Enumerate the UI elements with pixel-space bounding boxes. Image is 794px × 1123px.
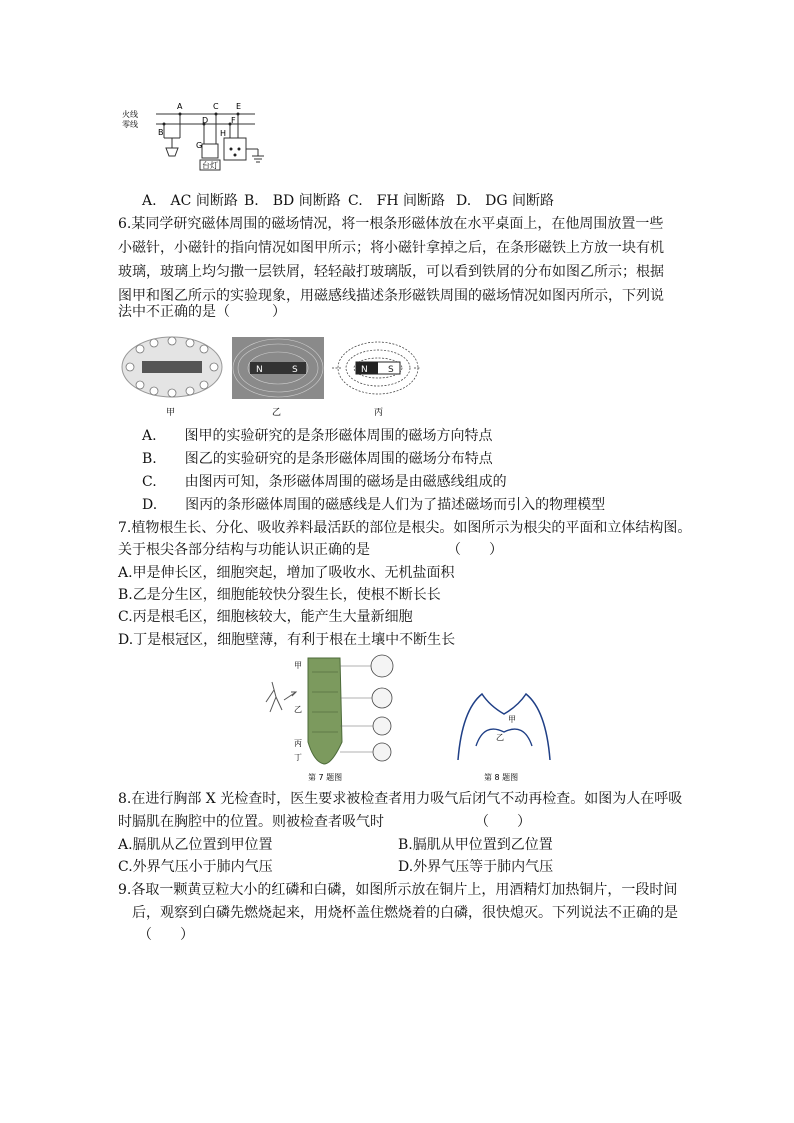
svg-text:A: A bbox=[177, 102, 183, 111]
q5-option-c: C. FH 间断路 bbox=[348, 193, 446, 209]
svg-text:B: B bbox=[158, 128, 164, 137]
q7-option-a: A.甲是伸长区，细胞突起，增加了吸收水、无机盐面积 bbox=[118, 565, 455, 581]
q6-stem-line-5: 法中不正确的是（ ） bbox=[118, 304, 286, 320]
q8-stem-line-1: 8.在进行胸部 X 光检查时，医生要求被检查者用力吸气后闭气不动再检查。如图为人在呼吸 bbox=[118, 791, 683, 807]
q6-stem-line-4: 图甲和图乙所示的实验现象，用磁感线描述条形磁铁周围的磁场情况如图丙所示，下列说 bbox=[118, 288, 664, 304]
q8-option-a: A.膈肌从乙位置到甲位置 bbox=[118, 837, 273, 853]
svg-text:丙: 丙 bbox=[294, 739, 302, 748]
q6-option-c: C. 由图丙可知，条形磁体周围的磁场是由磁感线组成的 bbox=[142, 474, 507, 490]
fig-yi-label: 乙 bbox=[272, 408, 282, 418]
q6-stem-line-2: 小磁针，小磁针的指向情况如图甲所示；将小磁针拿掉之后，在条形磁铁上方放一块有机 bbox=[118, 240, 664, 256]
svg-text:乙: 乙 bbox=[496, 733, 504, 742]
svg-text:G: G bbox=[196, 141, 203, 150]
fig-bing-label: 丙 bbox=[374, 408, 384, 418]
q8-option-b: B.膈肌从甲位置到乙位置 bbox=[398, 837, 553, 853]
live-wire-label: 火线 bbox=[122, 110, 138, 119]
q7-option-c: C.丙是根毛区，细胞核较大，能产生大量新细胞 bbox=[118, 609, 413, 625]
q6-stem-line-1: 6.某同学研究磁体周围的磁场情况，将一根条形磁体放在水平桌面上，在他周围放置一些 bbox=[118, 216, 664, 232]
q5-option-a: A. AC 间断路 bbox=[142, 193, 238, 209]
svg-text:乙: 乙 bbox=[294, 705, 302, 714]
svg-text:C: C bbox=[213, 102, 219, 111]
diaphragm-figure bbox=[450, 688, 560, 784]
q6-option-b: B. 图乙的实验研究的是条形磁体周围的磁场分布特点 bbox=[142, 451, 493, 467]
q7-option-d: D.丁是根冠区，细胞壁薄，有利于根在土壤中不断生长 bbox=[118, 632, 456, 648]
magnet-figures bbox=[120, 335, 420, 420]
q6-option-d: D. 图丙的条形磁体周围的磁感线是人们为了描述磁场而引入的物理模型 bbox=[142, 497, 606, 513]
circuit-diagram bbox=[120, 98, 280, 183]
q9-stem-line-1: 9.各取一颗黄豆粒大小的红磷和白磷，如图所示放在铜片上，用酒精灯加热铜片，一段时间 bbox=[118, 882, 678, 898]
neutral-wire-label: 零线 bbox=[122, 120, 138, 129]
q6-option-a: A. 图甲的实验研究的是条形磁体周围的磁场方向特点 bbox=[142, 428, 493, 444]
q9-stem-line-3: （ ） bbox=[138, 927, 194, 943]
svg-text:N: N bbox=[256, 365, 263, 375]
svg-text:H: H bbox=[220, 129, 227, 138]
q8-stem-line-2: 时膈肌在胸腔中的位置。则被检查者吸气时 （ ） bbox=[118, 814, 531, 830]
svg-text:S: S bbox=[388, 365, 394, 375]
q7-option-b: B.乙是分生区，细胞能较快分裂生长，使根不断长长 bbox=[118, 587, 441, 603]
svg-text:F: F bbox=[231, 116, 236, 125]
fig8-caption: 第 8 题图 bbox=[484, 773, 519, 782]
svg-text:D: D bbox=[202, 116, 209, 125]
q6-stem-line-3: 玻璃，玻璃上均匀撒一层铁屑，轻轻敲打玻璃版，可以看到铁屑的分布如图乙所示；根据 bbox=[118, 264, 664, 280]
desk-lamp-label: 台灯 bbox=[202, 161, 218, 170]
root-tip-figure bbox=[262, 652, 407, 784]
q8-option-c: C.外界气压小于肺内气压 bbox=[118, 859, 273, 875]
svg-text:E: E bbox=[236, 102, 242, 111]
q7-stem-line-1: 7.植物根生长、分化、吸收养料最活跃的部位是根尖。如图所示为根尖的平面和立体结构图。 bbox=[118, 520, 692, 536]
svg-text:S: S bbox=[292, 365, 298, 375]
svg-text:丁: 丁 bbox=[294, 753, 302, 762]
q8-option-d: D.外界气压等于肺内气压 bbox=[398, 859, 554, 875]
fig7-caption: 第 7 题图 bbox=[308, 773, 343, 782]
q5-option-d: D. DG 间断路 bbox=[456, 193, 555, 209]
svg-text:甲: 甲 bbox=[294, 661, 302, 670]
q5-option-b: B. BD 间断路 bbox=[244, 193, 341, 209]
q9-stem-line-2: 后，观察到白磷先燃烧起来，用烧杯盖住燃烧着的白磷，很快熄灭。下列说法不正确的是 bbox=[132, 905, 678, 921]
fig-jia-label: 甲 bbox=[166, 408, 176, 418]
svg-text:甲: 甲 bbox=[508, 715, 516, 724]
svg-text:N: N bbox=[361, 365, 368, 375]
q7-stem-line-2: 关于根尖各部分结构与功能认识正确的是 （ ） bbox=[118, 542, 503, 558]
